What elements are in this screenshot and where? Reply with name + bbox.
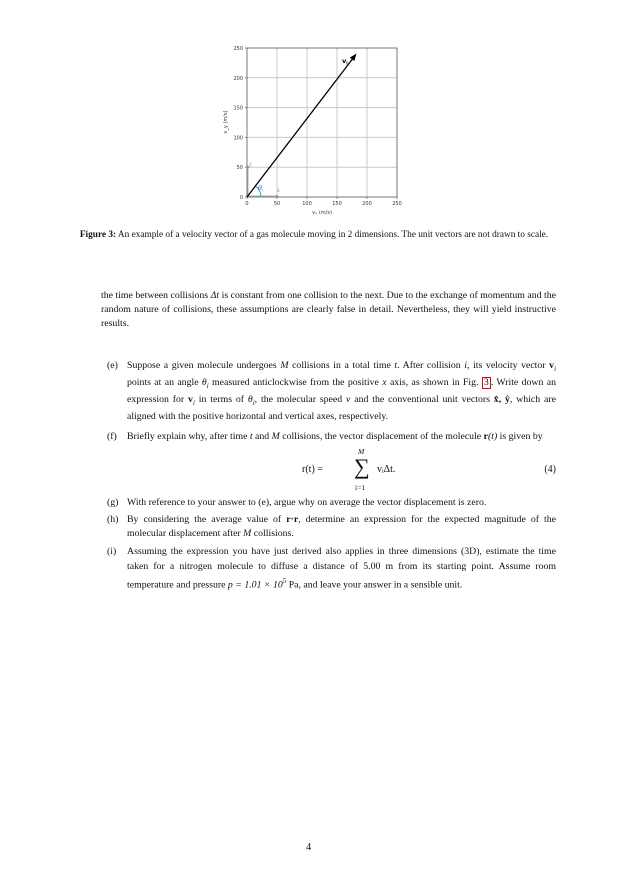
svg-text:ŷ: ŷ [249, 162, 252, 168]
equation-4 [127, 444, 556, 494]
sum-lower-limit: i=1 [355, 482, 366, 492]
unit-vector-x-icon [247, 188, 280, 198]
question-label: (i) [107, 546, 117, 558]
x-tick-label: 0 [245, 201, 249, 207]
y-tick-label: 0 [239, 195, 243, 201]
caption-text: An example of a velocity vector of a gas molecule moving in 2 dimensions. The unit vectors are not drawn to scale. [116, 230, 549, 240]
question-i: (i) Assuming the expression you have just derived also applies in three dimensions (3D), estimate the time taken for a nitrogen molecule to diffuse a distance of 5.00 m from its starting point. Assume room temperature and pressure $p = 1.01 \times 10^5$ Pa, and leave your answer in a sensible unit. [107, 546, 556, 591]
velocity-vector-figure [218, 40, 408, 220]
page-number: 4 [306, 842, 312, 853]
velocity-vector-arrow-icon [247, 54, 357, 198]
equation-number: (4) [544, 463, 556, 475]
intro-paragraph: the time between collisions Δt is constant from one collision to the next. Due to the exchange of momentum and the random nature of collisions, these assumptions are clearly false in detail. Nevertheless, they will yield instructive results. [101, 290, 557, 330]
velocity-plot [218, 40, 408, 220]
question-label: (e) [107, 360, 118, 371]
y-tick-label: 150 [233, 105, 243, 112]
y-axis-label: v_y (m/s) [223, 110, 229, 134]
question-e: (e) Suppose a given molecule undergoes M collisions in a total time t. After collision i, its velocity vector $v_i$ points at an angle $\theta_i$ measured anticlockwise from the positive x axis, as shown in Fig. 3 . Write down an expression for $v_i$ in terms of $\theta_i$, the molecular speed v and the conventional unit vectors x̂, ŷ, which are aligned with the positive horizontal and vertical axes, respectively. [107, 360, 557, 423]
question-h: (h) By considering the average value of r·r, determine an expression for the expected magnitude of the molecular displacement after M collisions. [107, 514, 557, 540]
grid-lines [247, 48, 397, 197]
y-tick-label: 100 [233, 135, 243, 142]
x-tick-label: 100 [302, 201, 312, 207]
question-f: (f) Briefly explain why, after time t and M collisions, the vector displacement of the molecule r(t) is given by r(t) = M ∑ i=1 vᵢΔt. (4) [101, 430, 556, 494]
y-tick-label: 50 [236, 165, 243, 171]
question-g: (g) With reference to your answer to (e), argue why on average the vector displacement is zero. [101, 496, 556, 510]
x-tick-label: 250 [392, 201, 402, 207]
angle-label: $\theta_i$ [258, 184, 264, 193]
y-tick-label: 200 [233, 76, 243, 82]
x-tick-label: 150 [332, 201, 342, 207]
plot-frame [247, 48, 397, 197]
question-label: (h) [107, 514, 119, 526]
x-axis-label: vₓ (m/s) [312, 210, 332, 216]
y-tick-label: 250 [233, 46, 243, 52]
question-label: (g) [107, 496, 119, 508]
sum-upper-limit: M [358, 446, 365, 456]
vector-label: $v_i$ [342, 57, 348, 66]
x-tick-label: 200 [362, 201, 372, 207]
figure-caption [74, 229, 554, 241]
summation-icon: ∑ [354, 453, 370, 479]
question-list [101, 359, 556, 592]
equation-lhs: r(t) = [302, 463, 323, 475]
figure-reference-link[interactable]: 3 [483, 377, 489, 389]
caption-label: Figure 3: [79, 230, 117, 240]
svg-text:x̂: x̂ [277, 188, 280, 194]
question-label: (f) [107, 430, 117, 442]
equation-rhs: vᵢΔt. [377, 463, 396, 475]
x-tick-label: 50 [273, 201, 281, 207]
